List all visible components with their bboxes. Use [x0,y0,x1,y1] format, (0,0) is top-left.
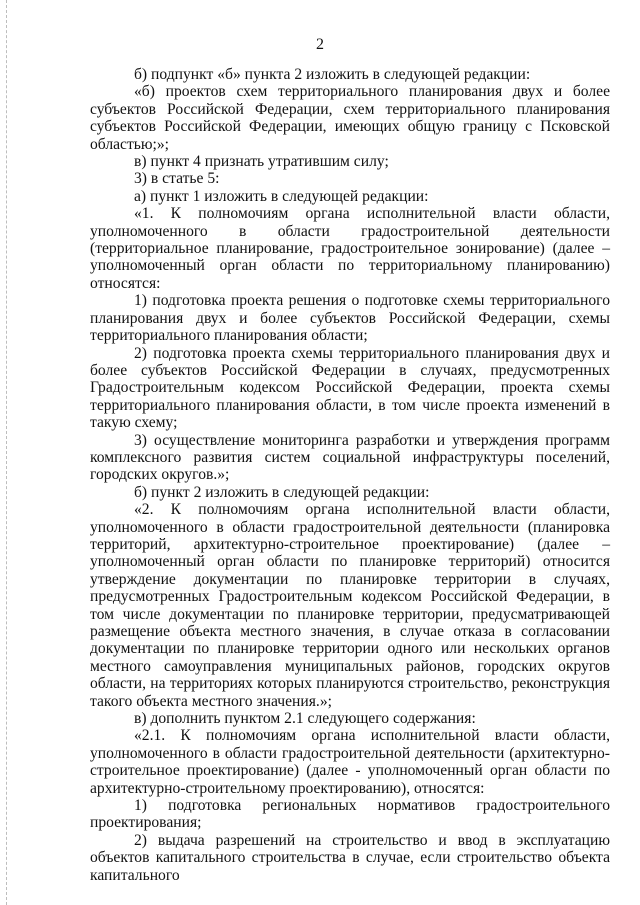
paragraph: 3) в статье 5: [134,170,220,188]
paragraph: 1) подготовка региональных нормативов градостроительного проектирования; [90,797,610,832]
paragraph: б) пункт 2 изложить в следующей редакции: [134,483,430,501]
paragraph: «2. К полномочиям органа исполнительной власти области, уполномоченного в области градостроительной деятельности (планировка территорий, архитектурно-строительное проектирование) (далее – уполномоченный орган области по планировке территорий) относится утверждение документации по планировке территории в случаях, предусмотренных Градостроительным кодексом Российской Федерации, в том числе документации по планировке территории, предусматривающей размещение объекта местного значения, в случае отказа в согласовании документации по планировке территории одного или нескольких органов местного самоуправления муниципальных районов, городских округов области, на территориях которых планируются строительство, реконструкция такого объекта местного значения.»; [90,501,610,710]
paragraph: «б) проектов схем территориального планирования двух и более субъектов Российской Федерации, схем территориального планирования субъектов Российской Федерации, имеющих общую границу с Псковской областью;»; [90,83,610,153]
paragraph: 1) подготовка проекта решения о подготовке схемы территориального планирования двух и более субъектов Российской Федерации, схемы территориального планирования области; [90,292,610,345]
paragraph: 3) осуществление мониторинга разработки и утверждения программ комплексного развития систем социальной инфраструктуры поселений, городских округов.»; [90,431,610,484]
paragraph: «2.1. К полномочиям органа исполнительной власти области, уполномоченного в области градостроительной деятельности (архитектурно-строительное проектирование) (далее - уполномоченный орган области по архитектурно-строительному проектированию), относятся: [90,727,610,797]
paragraph: б) подпункт «б» пункта 2 изложить в следующей редакции: [134,66,531,83]
page-number: 2 [316,36,324,53]
paragraph: «1. К полномочиям органа исполнительной власти области, уполномоченного в области градостроительной деятельности (территориальное планирование, градостроительное зонирование) (далее – уполномоченный орган области по территориальному планированию) относятся: [90,205,610,292]
paragraph: 2) выдача разрешений на строительство и ввод в эксплуатацию объектов капитального строительства в случае, если строительство объекта капитального [90,831,610,884]
binding-margin-line [6,0,8,905]
paragraph: в) пункт 4 признать утратившим силу; [134,153,389,171]
paragraph: 2) подготовка проекта схемы территориального планирования двух и более субъектов Российской Федерации в случаях, предусмотренных Градостроительным кодексом Российской Федерации, проекта схемы территориального планирования области, в том числе проекта изменений в такую схему; [90,344,610,432]
paragraph: а) пункт 1 изложить в следующей редакции: [134,187,429,205]
paragraph: в) дополнить пунктом 2.1 следующего содержания: [134,710,476,728]
document-body [90,66,610,884]
